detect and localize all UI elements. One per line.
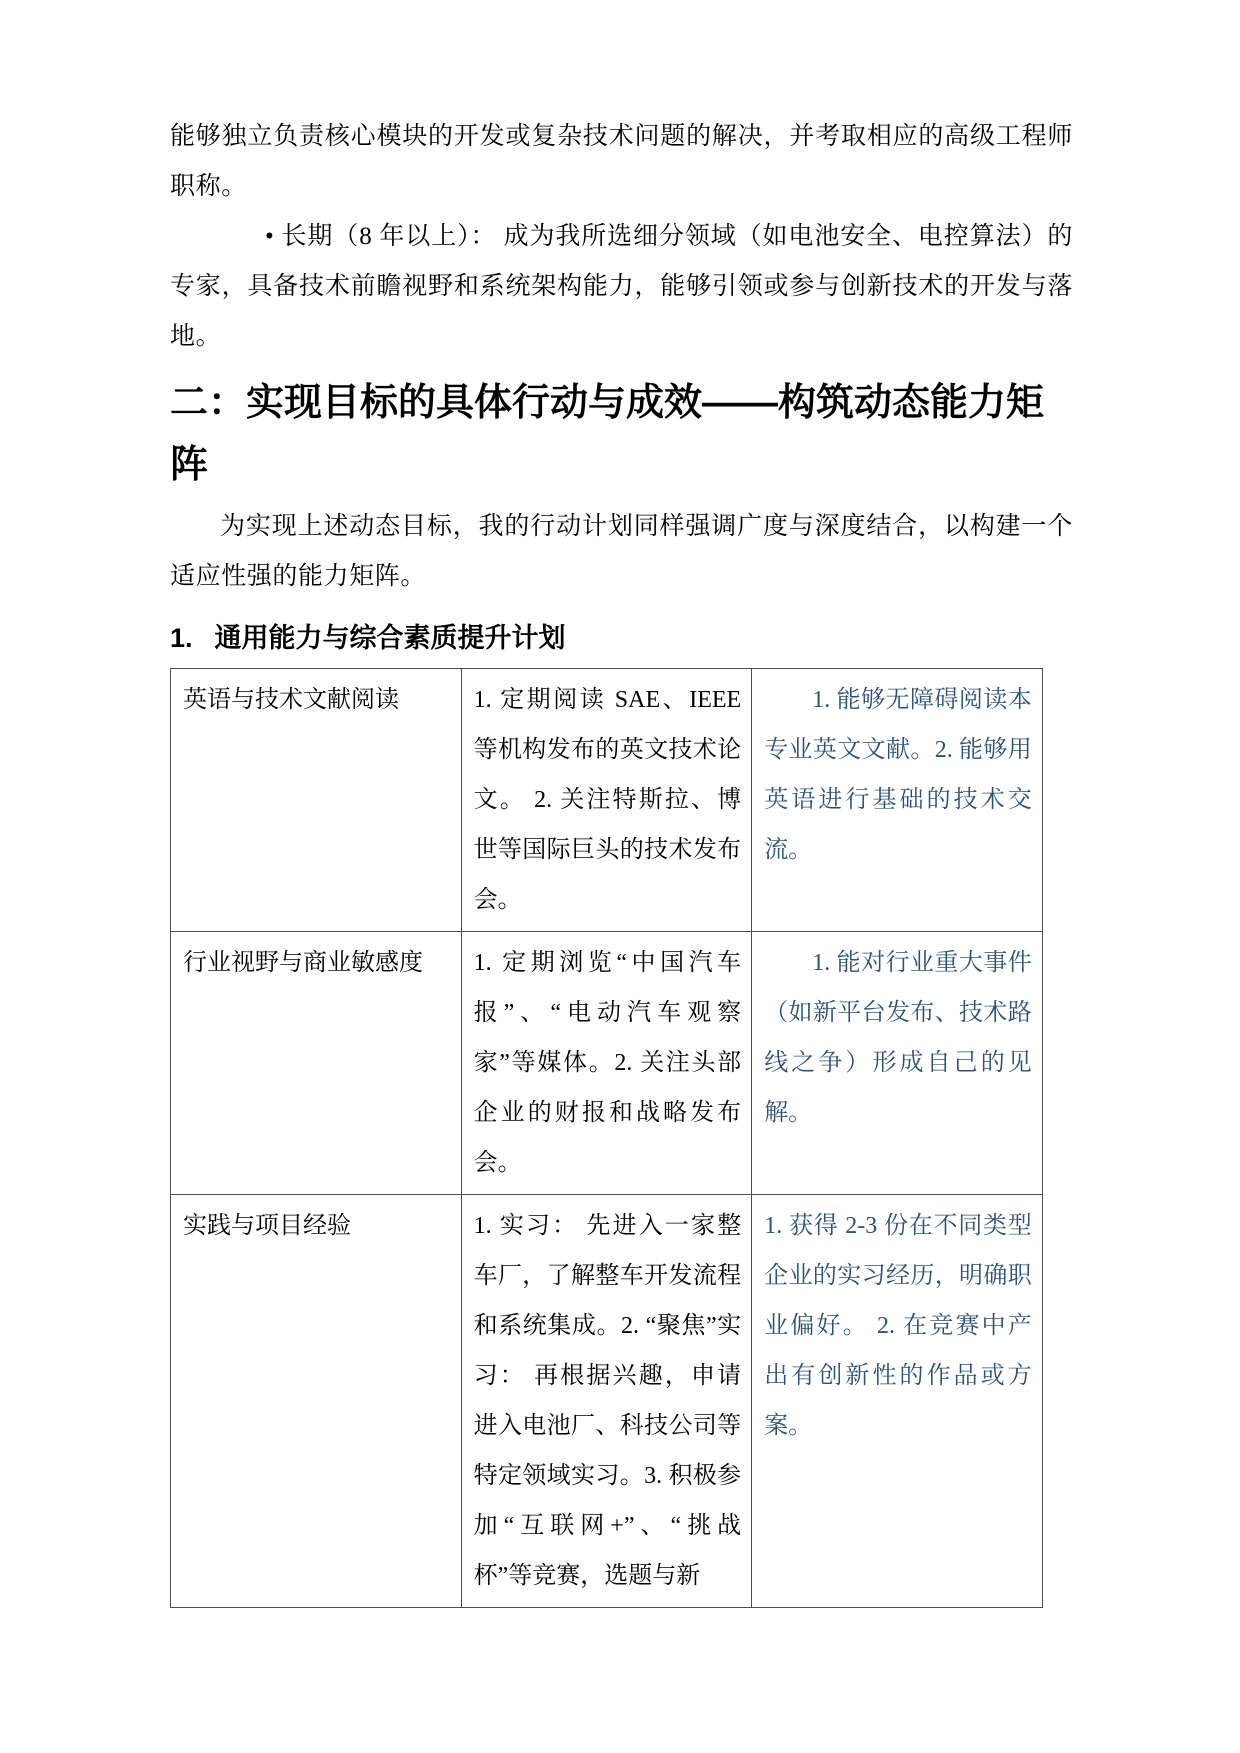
- cell-category-industry-vision: 行业视野与商业敏感度: [171, 932, 462, 1195]
- cell-actions-english-reading: 1. 定期阅读 SAE、IEEE 等机构发布的英文技术论文。 2. 关注特斯拉、博世等国际巨头的技术发布会。: [461, 669, 752, 932]
- cell-outcomes-industry-vision: 1. 能对行业重大事件（如新平台发布、技术路线之争）形成自己的见解。: [752, 932, 1043, 1195]
- cell-outcomes-practice-experience: 1. 获得 2-3 份在不同类型企业的实习经历，明确职业偏好。 2. 在竞赛中产出有创新性的作品或方案。: [752, 1195, 1043, 1608]
- paragraph-action-plan-intro: 为实现上述动态目标，我的行动计划同样强调广度与深度结合，以构建一个适应性强的能力矩阵。: [170, 513, 1073, 590]
- cell-outcomes-english-reading: 1. 能够无障碍阅读本专业英文文献。2. 能够用英语进行基础的技术交流。: [752, 669, 1043, 932]
- capability-matrix-table: [170, 668, 1043, 1608]
- paragraph-mid-term-goal: 能够独立负责核心模块的开发或复杂技术问题的解决，并考取相应的高级工程师职称。: [170, 123, 1073, 200]
- subsection-title: 通用能力与综合素质提升计划: [214, 623, 566, 653]
- table-row: [171, 1195, 1043, 1608]
- cell-category-practice-experience: 实践与项目经验: [171, 1195, 462, 1608]
- subsection-number: 1.: [170, 623, 193, 653]
- cell-actions-practice-experience: 1. 实习： 先进入一家整车厂，了解整车开发流程和系统集成。2. “聚焦”实习： 再根据兴趣，申请进入电池厂、科技公司等特定领域实习。3. 积极参加“互联网+”、“挑战杯”等竞赛，选题与新: [461, 1195, 752, 1608]
- paragraph-long-term-bullet: • 长期（8 年以上）： 成为我所选细分领域（如电池安全、电控算法）的专家，具备技术前瞻视野和系统架构能力，能够引领或参与创新技术的开发与落地。: [170, 223, 1073, 350]
- cell-category-english-reading: 英语与技术文献阅读: [171, 669, 462, 932]
- table-row: [171, 932, 1043, 1195]
- subsection-heading: [170, 618, 1073, 658]
- section-heading: 二：实现目标的具体行动与成效——构筑动态能力矩阵: [170, 382, 1045, 486]
- table-row: [171, 669, 1043, 932]
- cell-actions-industry-vision: 1. 定期浏览“中国汽车报”、“电动汽车观察家”等媒体。2. 关注头部企业的财报和战略发布会。: [461, 932, 752, 1195]
